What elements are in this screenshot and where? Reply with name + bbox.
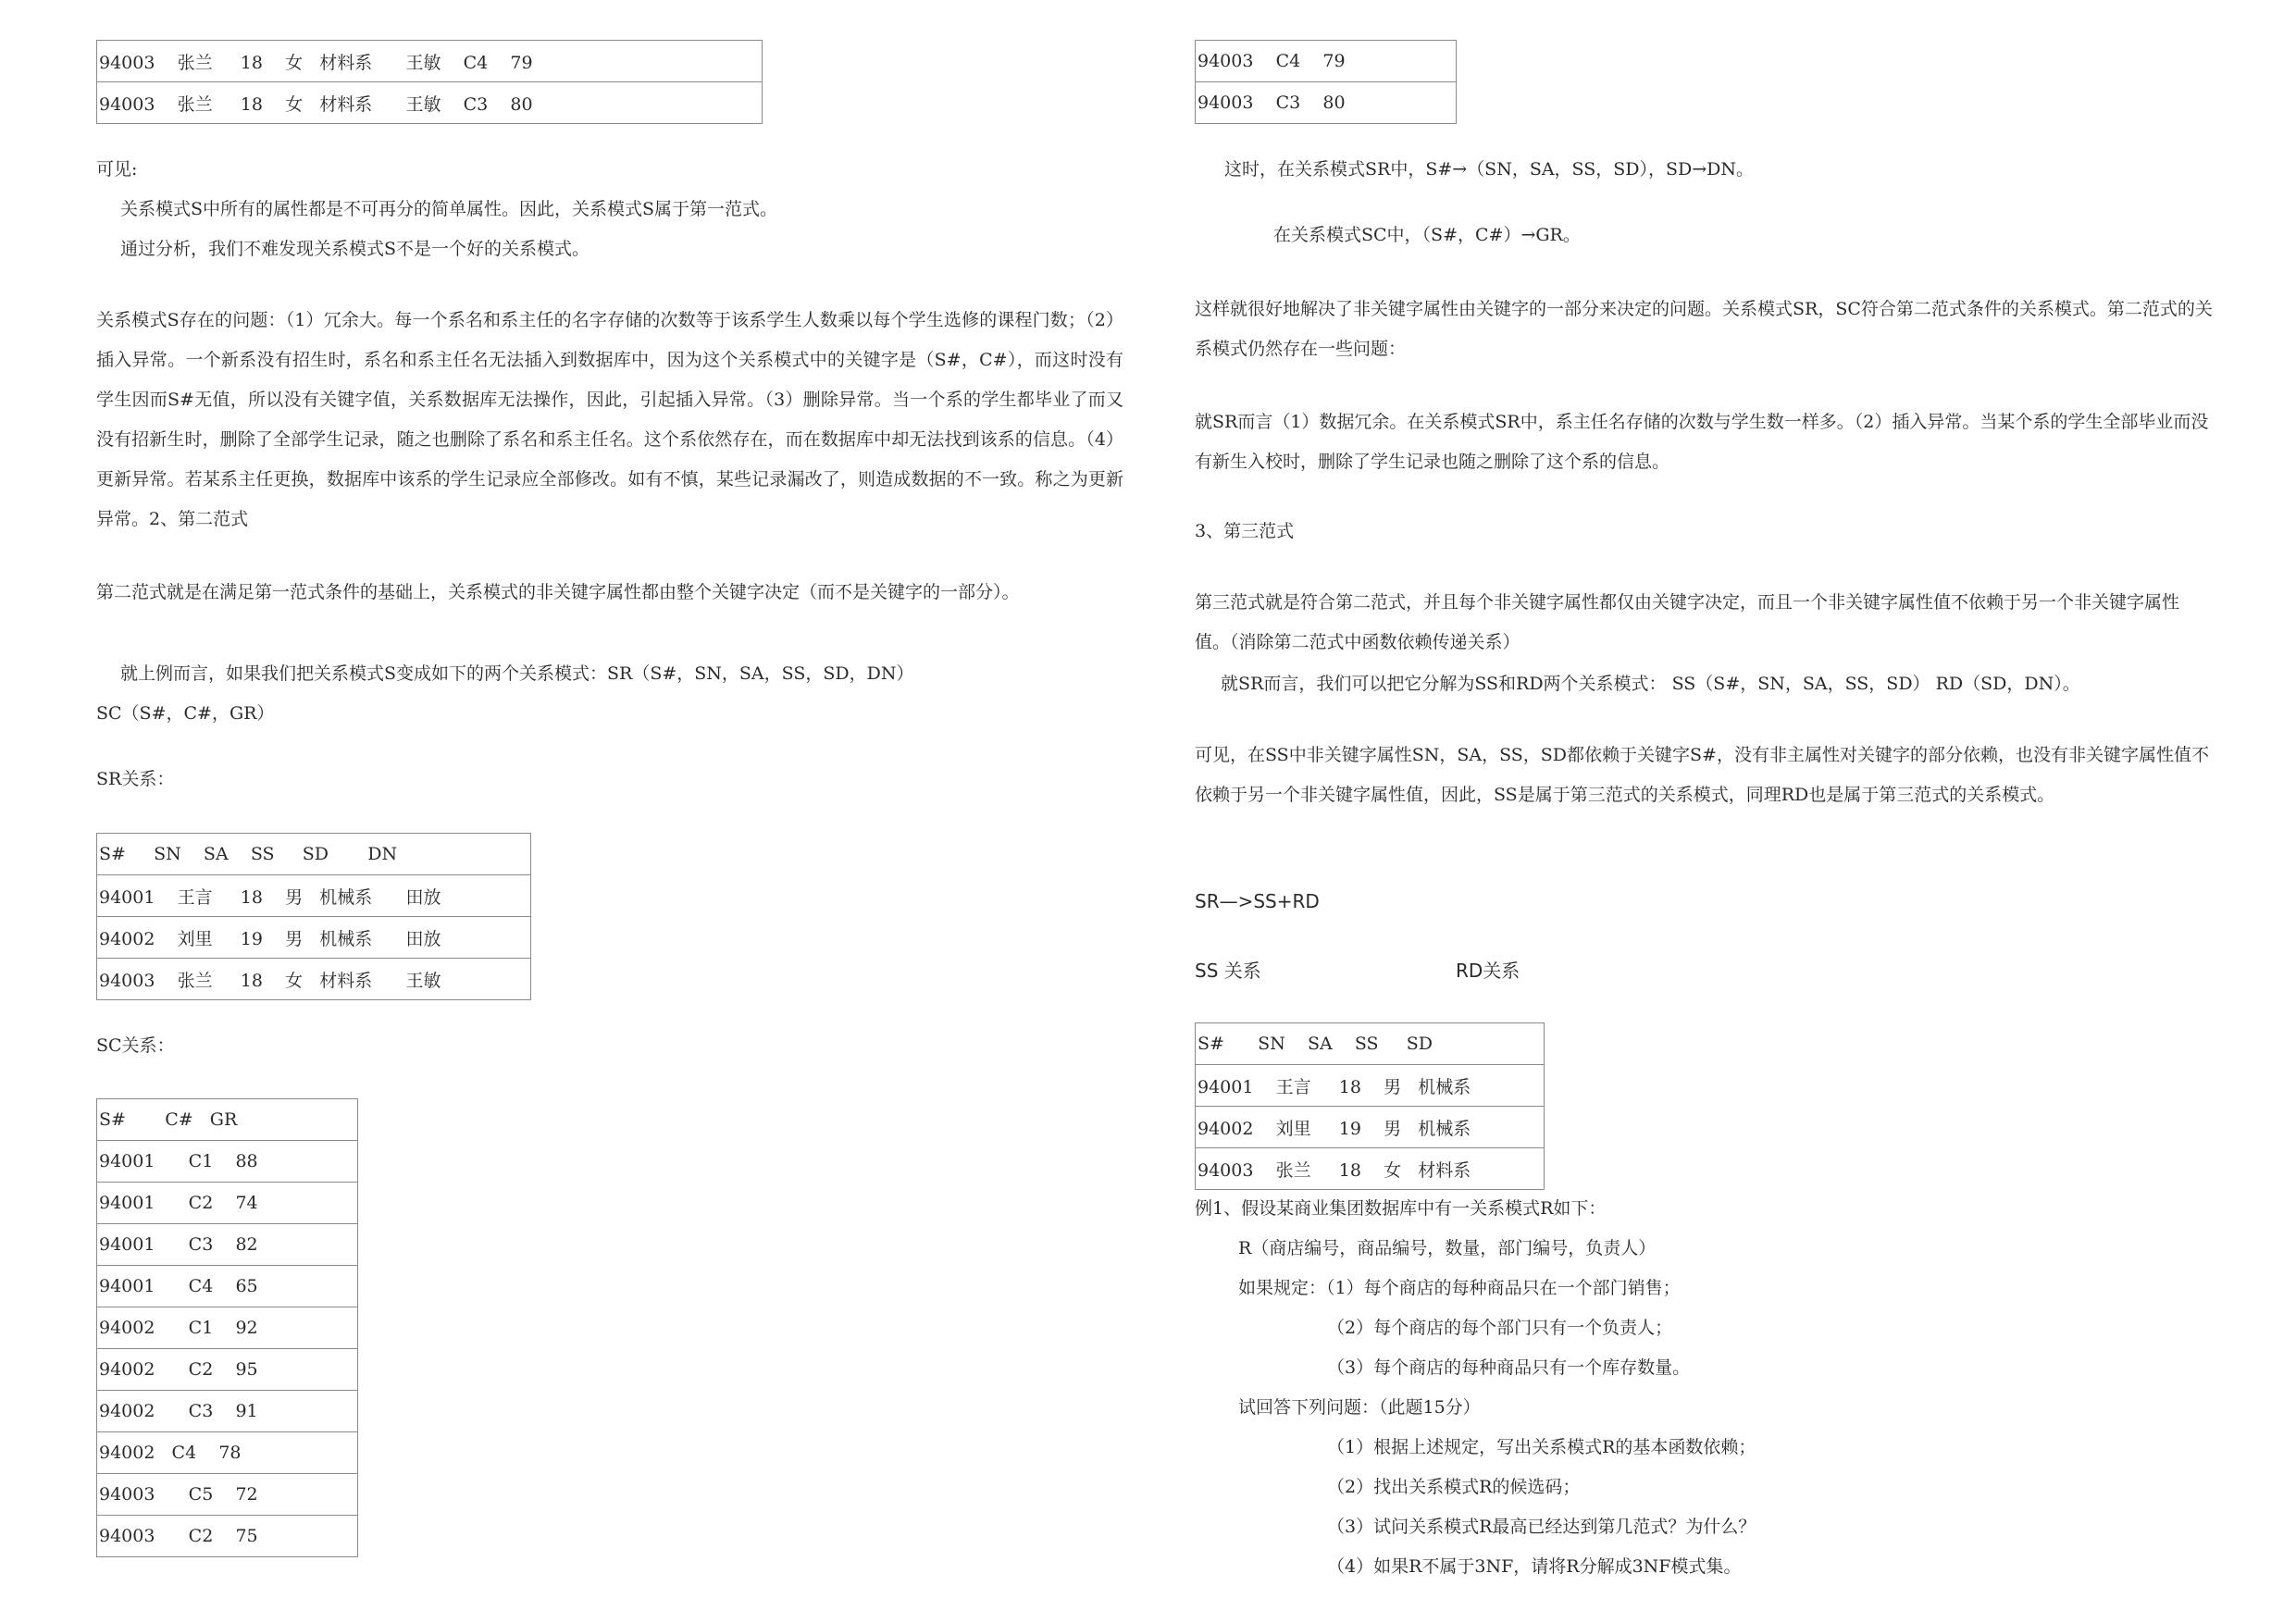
table-row: 94003 张兰 18 女 材料系 王敏 C4 79	[97, 41, 763, 82]
table-row: 94003 C5 72	[97, 1474, 358, 1516]
table-row: S# C# GR	[97, 1099, 358, 1141]
sc-relation-title: SC关系：	[96, 1035, 175, 1056]
sr-relation-title: SR关系：	[96, 769, 175, 789]
example-question-4: （4）如果R不属于3NF，请将R分解成3NF模式集。	[1327, 1556, 1742, 1577]
ss-relation-title: SS 关系	[1195, 960, 1261, 982]
example-rule-2: （2）每个商店的每个部门只有一个负责人；	[1327, 1318, 1673, 1338]
example-rule-1: 如果规定：（1）每个商店的每种商品只在一个部门销售；	[1238, 1278, 1681, 1298]
table-row: 94002 刘里 19 男 机械系	[1196, 1107, 1545, 1148]
paragraph-problems: 关系模式S存在的问题：（1）冗余大。每一个系名和系主任的名字存储的次数等于该系学生人数乘以每个学生选修的课程门数；（2）插入异常。一个新系没有招生时，系名和系主任名无法插入到数据库中，因为这个关系模式中的关键字是（S#，C#），而这时没有学生因而S#无值，所以没有关键字值，关系数据库无法操作，因此，引起插入异常。（3）删除异常。当一个系的学生都毕业了而又没有招新生时，删除了全部学生记录，随之也删除了系名和系主任名。这个系依然存在，而在数据库中却无法找到该系的信息。（4）更新异常。若某系主任更换，数据库中该系的学生记录应全部修改。如有不慎，某些记录漏改了，则造成数据的不一致。称之为更新异常。2、第二范式	[96, 310, 1123, 529]
sr-table	[96, 833, 531, 1000]
paragraph-2nf-example: 就上例而言，如果我们把关系模式S变成如下的两个关系模式：SR（S#，SN，SA，SS，SD，DN）	[120, 663, 914, 684]
example-question-2: （2）找出关系模式R的候选码；	[1327, 1477, 1581, 1497]
example-rule-3: （3）每个商店的每种商品只有一个库存数量。	[1327, 1357, 1691, 1378]
table-row: 94001 C2 74	[97, 1183, 358, 1224]
table-row: 94001 C1 88	[97, 1141, 358, 1183]
ss-table	[1195, 1022, 1545, 1190]
example-question-1: （1）根据上述规定，写出关系模式R的基本函数依赖；	[1327, 1437, 1756, 1457]
table-row: 94003 C4 79	[1196, 41, 1457, 82]
table-row: 94001 王言 18 男 机械系 田放	[97, 875, 531, 917]
kejian-label: 可见:	[96, 159, 138, 180]
paragraph-2nf-solved: 这样就很好地解决了非关键字属性由关键字的一部分来决定的问题。关系模式SR，SC符合第二范式条件的关系模式。第二范式的关系模式仍然存在一些问题：	[1195, 299, 2213, 359]
paragraph-not-good: 通过分析，我们不难发现关系模式S不是一个好的关系模式。	[120, 239, 590, 259]
table-row: 94003 张兰 18 女 材料系 王敏	[97, 959, 531, 1000]
table-row: 94002 刘里 19 男 机械系 田放	[97, 917, 531, 959]
example-title: 例1、假设某商业集团数据库中有一关系模式R如下：	[1195, 1198, 1607, 1219]
top-right-table	[1195, 40, 1457, 124]
paragraph-sr-issues: 就SR而言（1）数据冗余。在关系模式SR中，系主任名存储的次数与学生数一样多。（2）插入异常。当某个系的学生全部毕业而没有新生入校时，删除了学生记录也随之删除了这个系的信息。	[1195, 412, 2209, 472]
top-left-table	[96, 40, 763, 124]
example-schema: R（商店编号，商品编号，数量，部门编号，负责人）	[1238, 1238, 1657, 1258]
rd-relation-title: RD关系	[1456, 960, 1520, 982]
paragraph-3nf-conclusion: 可见，在SS中非关键字属性SN，SA，SS，SD都依赖于关键字S#，没有非主属性对关键字的部分依赖，也没有非关键字属性值不依赖于另一个非关键字属性值，因此，SS是属于第三范式的关系模式，同理RD也是属于第三范式的关系模式。	[1195, 745, 2209, 805]
paragraph-3nf-split: 就SR而言，我们可以把它分解为SS和RD两个关系模式： SS（S#，SN，SA，SS，SD） RD（SD，DN）。	[1221, 674, 2080, 694]
heading-3nf: 3、第三范式	[1195, 521, 1295, 541]
table-row: 94002 C3 91	[97, 1391, 358, 1432]
table-row: 94003 C3 80	[1196, 82, 1457, 124]
table-row: 94001 C4 65	[97, 1266, 358, 1307]
table-row: 94002 C1 92	[97, 1307, 358, 1349]
paragraph-2nf-definition: 第二范式就是在满足第一范式条件的基础上，关系模式的非关键字属性都由整个关键字决定（而不是关键字的一部分）。	[96, 582, 1020, 602]
table-row: 94001 王言 18 男 机械系	[1196, 1065, 1545, 1107]
table-row: S# SN SA SS SD	[1196, 1023, 1545, 1065]
sc-table	[96, 1098, 358, 1557]
fd-sc: 在关系模式SC中，（S#，C#）→GR。	[1273, 225, 1581, 245]
example-question-intro: 试回答下列问题：（此题15分）	[1238, 1397, 1481, 1418]
fd-sr: 这时，在关系模式SR中，S#→（SN，SA，SS，SD），SD→DN。	[1224, 159, 1755, 180]
sc-schema: SC（S#，C#，GR）	[96, 703, 275, 724]
paragraph-3nf-definition: 第三范式就是符合第二范式，并且每个非关键字属性都仅由关键字决定，而且一个非关键字属性值不依赖于另一个非关键字属性值。（消除第二范式中函数依赖传递关系）	[1195, 592, 2180, 652]
table-row: 94001 C3 82	[97, 1224, 358, 1266]
table-row: S# SN SA SS SD DN	[97, 834, 531, 875]
table-row: 94003 张兰 18 女 材料系 王敏 C3 80	[97, 82, 763, 124]
table-row: 94002 C2 95	[97, 1349, 358, 1391]
table-row: 94003 张兰 18 女 材料系	[1196, 1148, 1545, 1190]
sr-decomposition: SR—>SS+RD	[1195, 890, 1320, 912]
table-row: 94003 C2 75	[97, 1516, 358, 1557]
table-row: 94002 C4 78	[97, 1432, 358, 1474]
paragraph-1nf-conclusion: 关系模式S中所有的属性都是不可再分的简单属性。因此，关系模式S属于第一范式。	[120, 199, 778, 219]
example-question-3: （3）试问关系模式R最高已经达到第几范式？为什么？	[1327, 1517, 1756, 1537]
